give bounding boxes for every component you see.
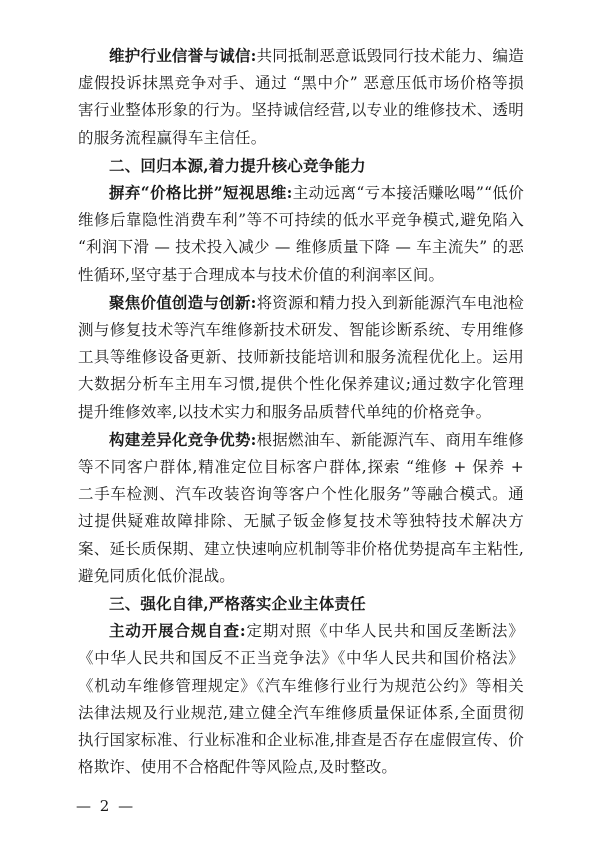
paragraph-text: 主动远离“亏本接活赚吆喝”“低价维修后靠隐性消费车利”等不可持续的低水平竞争模式,避免陷入 “利润下滑 — 技术投入减少 — 维修质量下降 — 车主流失” 的恶性循环,坚守基于合理成本与技术价值的利润率区间。 [78, 184, 524, 284]
document-body [78, 42, 524, 781]
paragraph-lead: 摒弃“价格比拼”短视思维: [109, 183, 293, 203]
paragraph-text: 根据燃油车、新能源汽车、商用车维修等不同客户群体,精准定位目标客户群体,探索 “维修 + 保养 + 二手车检测、汽车改装咨询等客户个性化服务”等融合模式。通过提供疑难故障排除、无腻子钣金修复技术等独特技术解决方案、延长质保期、建立快速响应机制等非价格优势提高车主粘性,避免同质化低价混战。 [78, 430, 524, 585]
section-heading-3: 三、强化自律,严格落实企业主体责任 [109, 594, 366, 614]
paragraph-lead: 构建差异化竞争优势: [109, 429, 257, 449]
paragraph-text: 将资源和精力投入到新能源汽车电池检测与修复技术等汽车维修新技术研发、智能诊断系统、专用维修工具等维修设备更新、技师新技能培训和服务流程优化上。运用大数据分析车主用车习惯,提供个性化保养建议;通过数字化管理提升维修效率,以技术实力和服务品质替代单纯的价格竞争。 [78, 293, 524, 421]
paragraph-compliance-check [78, 617, 524, 781]
paragraph-text: 定期对照《中华人民共和国反垄断法》《中华人民共和国反不正当竞争法》《中华人民共和国价格法》《机动车维修管理规定》《汽车维修行业行为规范公约》等相关法律法规及行业规范,建立健全汽车维修质量保证体系,全面贯彻执行国家标准、行业标准和企业标准,排查是否存在虚假宣传、价格欺诈、使用不合格配件等风险点,及时整改。 [78, 622, 524, 777]
paragraph-lead: 主动开展合规自查: [109, 621, 246, 641]
section-heading-2: 二、回归本源,着力提升核心竞争能力 [109, 155, 366, 175]
paragraph-abandon-price-war [78, 179, 524, 289]
paragraph-lead: 维护行业信誉与诚信: [109, 46, 257, 65]
paragraph-text: 共同抵制恶意诋毁同行技术能力、编造虚假投诉抹黑竞争对手、通过 “黑中介” 恶意压低市场价格等损害行业整体形象的行为。坚持诚信经营,以专业的维修技术、透明的服务流程赢得车主信任。 [78, 47, 524, 147]
paragraph-industry-integrity [78, 42, 524, 152]
paragraph-value-creation [78, 289, 524, 426]
paragraph-lead: 聚焦价值创造与创新: [109, 292, 257, 312]
page-number: — 2 — [76, 797, 136, 815]
paragraph-differentiation [78, 426, 524, 590]
